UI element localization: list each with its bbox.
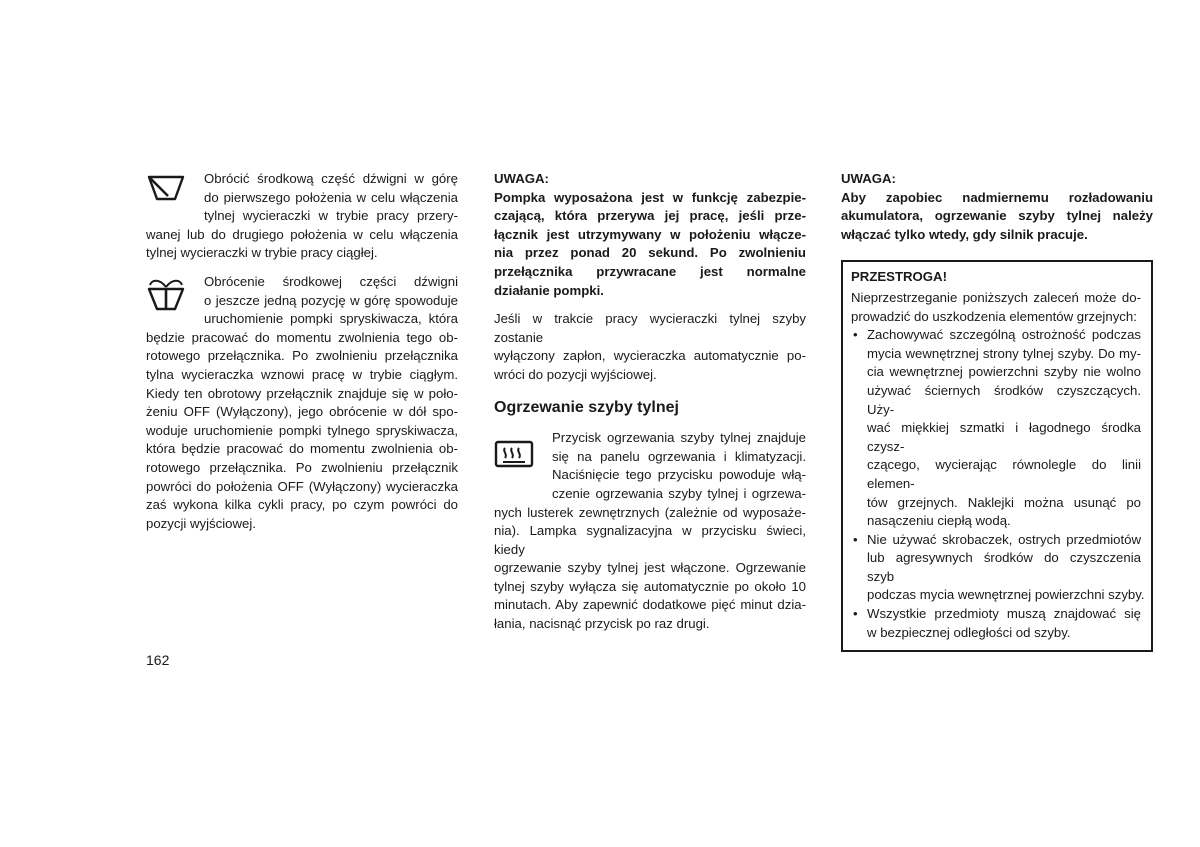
text-line: Kiedy ten obrotowy przełącznik znajduje się w poło- xyxy=(146,385,458,401)
rear-washer-icon xyxy=(146,277,186,311)
ignition-paragraph xyxy=(494,310,806,384)
text-line: nasączeniu ciepłą wodą. xyxy=(867,513,1011,529)
text-line: rotowego przełącznika. Po zwolnieniu przełącznika xyxy=(146,348,458,364)
bullet-marker: • xyxy=(853,327,858,343)
text-line: nych lusterek zewnętrznych (zależnie od wyposaże- xyxy=(494,504,806,520)
text-line: używać ściernych środków czyszczących. Uży- xyxy=(867,382,1141,417)
text-line: cia wewnętrznej powierzchni szyby nie wolno xyxy=(867,364,1141,380)
text-line: łącznik jest utrzymywany w położeniu włącze- xyxy=(494,226,806,242)
text-line: powróci do położenia OFF (Wyłączony) wycieraczka xyxy=(146,478,458,494)
text-line: Przycisk ogrzewania szyby tylnej znajduje xyxy=(552,430,806,446)
bullet-marker: • xyxy=(853,606,858,622)
text-line: Pompka wyposażona jest w funkcję zabezpie- xyxy=(494,189,806,205)
page-number: 162 xyxy=(146,652,170,668)
text-line: Aby zapobiec nadmiernemu rozładowaniu xyxy=(841,189,1153,205)
section-heading: Ogrzewanie szyby tylnej xyxy=(494,398,679,416)
text-line: do pierwszego położenia w celu włączenia xyxy=(204,189,458,205)
defrost-section xyxy=(494,429,806,634)
text-line: tylna wycieraczka wznowi pracę w trybie ciągłym. xyxy=(146,366,458,382)
text-line: Nieprzestrzeganie poniższych zaleceń może do- xyxy=(851,289,1141,305)
text-line: mycia wewnętrznej strony tylnej szyby. Do my- xyxy=(867,345,1141,361)
text-line: lub agresywnych środków do czyszczenia szyb xyxy=(867,550,1141,584)
text-line: włączać tylko wtedy, gdy silnik pracuje. xyxy=(841,226,1088,242)
note-title: UWAGA: xyxy=(841,171,896,186)
left-column xyxy=(146,170,458,533)
bullet-item xyxy=(851,531,1145,605)
text-line: tylnej szyby wyłącza się automatycznie po około 10 xyxy=(494,578,806,594)
text-line: czającą, która przerywa jej pracę, jeśli prze- xyxy=(494,208,806,224)
bullet-item xyxy=(851,326,1141,531)
text-line: Obrócenie środkowej części dźwigni xyxy=(204,273,458,289)
text-line: łania, nacisnąć przycisk po raz drugi. xyxy=(494,616,710,632)
text-line: Nie używać skrobaczek, ostrych przedmiotów xyxy=(867,531,1141,547)
text-line: żeniu OFF (Wyłączony), jego obrócenie w dół spo- xyxy=(146,404,458,420)
text-line: Obrócić środkową część dźwigni w górę xyxy=(204,171,458,186)
text-line: wanej lub do drugiego położenia w celu włączenia xyxy=(146,226,458,242)
text-line: Naciśnięcie tego przycisku powoduje włą- xyxy=(552,467,806,483)
text-line: ogrzewanie szyby tylnej jest włączone. Ogrzewanie xyxy=(494,560,806,576)
text-line: czenie ogrzewania szyby tylnej i ogrzewa- xyxy=(552,485,806,501)
text-line: wyłączony zapłon, wycieraczka automatycznie po- xyxy=(494,348,806,364)
rear-wiper-icon xyxy=(146,174,186,204)
bullet-marker: • xyxy=(853,531,858,547)
middle-column xyxy=(494,170,806,634)
text-line: akumulatora, ogrzewanie szyby tylnej należy xyxy=(841,208,1153,224)
uwaga-note xyxy=(494,170,806,300)
text-line: minutach. Aby zapewnić dodatkowe pięć minut dzia- xyxy=(494,597,806,613)
text-line: nia). Lampka sygnalizacyjna w przycisku świeci, kiedy xyxy=(494,523,806,557)
text-line: tylnej wycieraczki w trybie pracy przery- xyxy=(204,208,458,224)
rear-defrost-icon xyxy=(494,439,538,473)
text-line: tylnej wycieraczki w trybie pracy ciągłej. xyxy=(146,245,378,261)
text-line: przełącznika przywracane jest normalne xyxy=(494,263,806,279)
text-line: wróci do pozycji wyjściowej. xyxy=(494,366,657,382)
text-line: Zachowywać szczególną ostrożność podczas xyxy=(867,327,1141,343)
text-line: czącego, wycierając równolegle do linii elemen- xyxy=(867,457,1141,491)
text-line: się na panelu ogrzewania i klimatyzacji. xyxy=(552,448,806,464)
text-line: pozycji wyjściowej. xyxy=(146,515,256,531)
uwaga-note xyxy=(841,170,1153,244)
text-line: w bezpiecznej odległości od szyby. xyxy=(867,624,1071,640)
text-line: która będzie pracować do momentu zwolnienia ob- xyxy=(146,441,458,457)
wiper-section xyxy=(146,170,458,263)
text-line: zaś wykona kilka cykli pracy, po czym powróci do xyxy=(146,497,458,513)
text-line: rotowego przełącznika. Po zwolnieniu przełącznik xyxy=(146,459,458,475)
text-line: tów grzejnych. Naklejki można usunąć po xyxy=(867,494,1141,510)
text-line: uruchomienie pompki spryskiwacza, która xyxy=(204,311,458,327)
text-line: działanie pompki. xyxy=(494,282,604,298)
text-line: prowadzić do uszkodzenia elementów grzejnych: xyxy=(851,308,1137,324)
text-line: Jeśli w trakcie pracy wycieraczki tylnej szyby zostanie xyxy=(494,311,806,345)
note-title: UWAGA: xyxy=(494,171,549,186)
text-line: o jeszcze jedną pozycję w górę spowoduje xyxy=(204,292,458,308)
right-column xyxy=(841,170,1153,652)
warning-title: PRZESTROGA! xyxy=(851,269,947,285)
warning-box xyxy=(841,260,1153,652)
bullet-item xyxy=(851,605,1141,642)
text-line: nia przez ponad 20 sekund. Po zwolnieniu xyxy=(494,245,806,261)
text-line: woduje uruchomienie pompki tylnego spryskiwacza, xyxy=(146,422,458,438)
text-line: Wszystkie przedmioty muszą znajdować się xyxy=(867,606,1141,622)
washer-section xyxy=(146,273,458,533)
text-line: podczas mycia wewnętrznej powierzchni szyby. xyxy=(867,587,1145,603)
text-line: wać miękkiej szmatki i łagodnego środka czysz- xyxy=(867,420,1141,454)
text-line: będzie pracować do momentu zwolnienia tego ob- xyxy=(146,329,458,345)
